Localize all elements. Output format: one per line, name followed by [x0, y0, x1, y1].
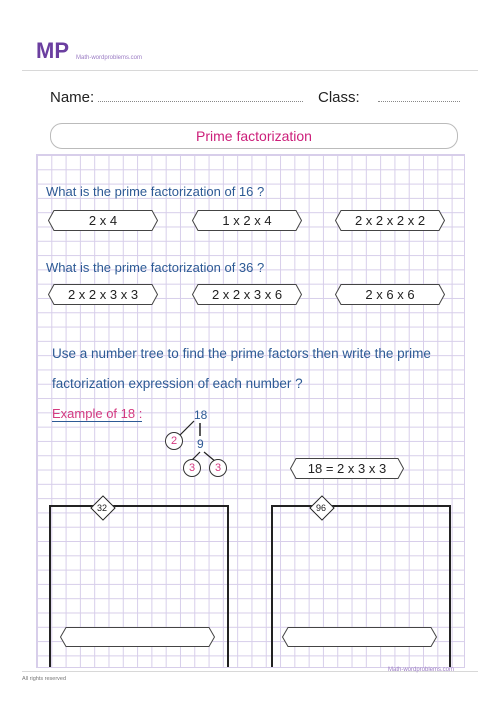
option-label: 2 x 6 x 6: [365, 287, 415, 302]
answer-tag-shape: [282, 627, 437, 647]
name-field[interactable]: [50, 89, 303, 106]
tree-prime-circle: [183, 459, 201, 477]
name-blank[interactable]: [98, 89, 303, 102]
header-divider: [22, 70, 478, 71]
q2-option-3[interactable]: [335, 284, 445, 305]
q1-option-3[interactable]: [335, 210, 445, 231]
name-label: Name:: [50, 89, 95, 106]
instruction-line-2: factorization expression of each number ?: [52, 376, 303, 391]
class-blank[interactable]: [378, 89, 460, 102]
tree-mid-9: 9: [197, 437, 204, 451]
option-label: 1 x 2 x 4: [222, 213, 272, 228]
tree-root-18: 18: [194, 408, 208, 422]
tree-prime-circle: [209, 459, 227, 477]
logo-site-text: Math-wordproblems.com: [76, 55, 143, 61]
example-label: Example of 18 :: [52, 406, 143, 421]
tree-prime-circle: [165, 432, 183, 450]
answer-box-32[interactable]: [60, 627, 215, 647]
site-logo-icon: [36, 38, 76, 62]
answer-tag-shape: [60, 627, 215, 647]
tree-leaf-3a: 3: [188, 462, 196, 474]
option-label: 2 x 2 x 3 x 3: [67, 287, 139, 302]
option-label: 2 x 4: [88, 213, 118, 228]
tree-left-2: 2: [170, 435, 178, 447]
q2-option-1[interactable]: [48, 284, 158, 305]
logo-text: MP: [36, 38, 69, 62]
q1-option-1[interactable]: [48, 210, 158, 231]
instruction-line-1: Use a number tree to find the prime factors then write the prime: [52, 346, 431, 361]
exercise-number-32: 32: [96, 503, 107, 513]
footer-site: Math-wordproblems.com: [388, 667, 455, 673]
title-banner: [50, 123, 458, 149]
class-field[interactable]: [318, 89, 460, 106]
option-label: 2 x 2 x 3 x 6: [211, 287, 283, 302]
page-title: Prime factorization: [196, 128, 312, 144]
example-expression: 18 = 2 x 3 x 3: [307, 461, 387, 476]
example-expression-box: [290, 458, 404, 479]
exercise-number-96: 96: [315, 503, 326, 513]
question-2: What is the prime factorization of 36 ?: [46, 260, 265, 275]
footer-rights: All rights reserved: [22, 676, 67, 682]
class-label: Class:: [318, 89, 360, 106]
q1-option-2[interactable]: [192, 210, 302, 231]
q2-option-2[interactable]: [192, 284, 302, 305]
option-label: 2 x 2 x 2 x 2: [354, 213, 426, 228]
tree-leaf-3b: 3: [214, 462, 222, 474]
question-1: What is the prime factorization of 16 ?: [46, 184, 265, 199]
answer-box-96[interactable]: [282, 627, 437, 647]
